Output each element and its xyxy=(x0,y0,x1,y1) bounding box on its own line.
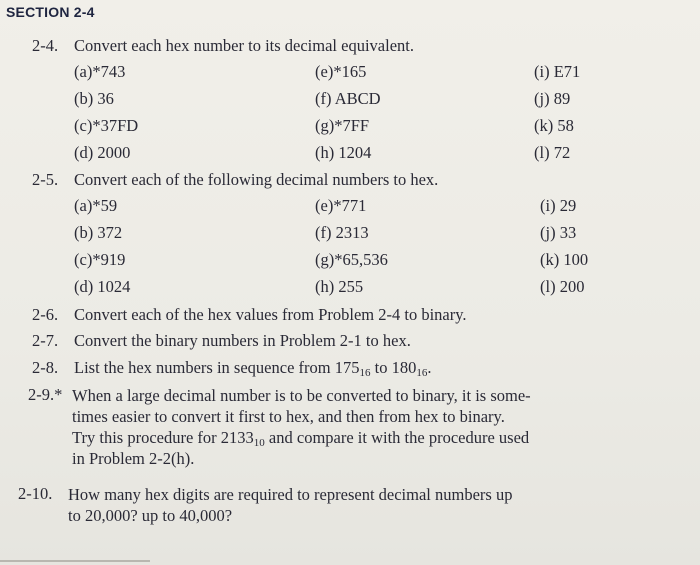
problem-2-5-item-g: (g)*65,536 xyxy=(315,250,388,269)
problem-2-5-item-h: (h) 255 xyxy=(315,277,364,296)
page-bottom-rule xyxy=(0,560,150,562)
problem-2-4-item-h: (h) 1204 xyxy=(315,143,372,162)
problem-2-5-item-f: (f) 2313 xyxy=(315,223,369,242)
problem-2-4-item-k: (k) 58 xyxy=(534,116,574,135)
problem-2-5-item-e: (e)*771 xyxy=(315,196,367,215)
problem-2-4-number: 2-4. xyxy=(32,36,59,55)
problem-2-4-item-d: (d) 2000 xyxy=(74,143,131,162)
problem-2-4-item-a: (a)*743 xyxy=(74,62,126,81)
problem-2-5-item-c: (c)*919 xyxy=(74,250,126,269)
problem-2-8-number: 2-8. xyxy=(32,358,59,377)
problem-2-4-item-l: (l) 72 xyxy=(534,143,571,162)
problem-2-7-number: 2-7. xyxy=(32,331,59,350)
problem-2-5-item-i: (i) 29 xyxy=(540,196,577,215)
problem-2-6-text: Convert each of the hex values from Problem 2-4 to binary. xyxy=(74,305,467,324)
problem-2-9-number: 2-9.* xyxy=(28,385,63,404)
problem-2-4-item-i: (i) E71 xyxy=(534,62,581,81)
problem-2-8-text: List the hex numbers in sequence from $175_{16}$ to $180_{16}$. xyxy=(74,358,432,379)
problem-2-5-item-b: (b) 372 xyxy=(74,223,123,242)
problem-2-5-item-k: (k) 100 xyxy=(540,250,589,269)
problem-2-4-item-j: (j) 89 xyxy=(534,89,571,108)
problem-2-10-number: 2-10. xyxy=(18,484,53,503)
problem-2-5-item-a: (a)*59 xyxy=(74,196,118,215)
problem-2-9-text: When a large decimal number is to be converted to binary, it is some- times easier to convert it first to hex, and then from hex to binary. Try this procedure for $2133_{10}$ and compare it with the procedure used in Problem 2-2(h). xyxy=(72,386,531,468)
problem-2-4-item-e: (e)*165 xyxy=(315,62,367,81)
problem-2-4-item-g: (g)*7FF xyxy=(315,116,370,135)
section-heading: SECTION 2-4 xyxy=(6,4,95,20)
problem-2-5-item-d: (d) 1024 xyxy=(74,277,131,296)
problem-2-5-item-j: (j) 33 xyxy=(540,223,577,242)
problem-2-4-item-b: (b) 36 xyxy=(74,89,114,108)
problem-2-7-text: Convert the binary numbers in Problem 2-1 to hex. xyxy=(74,331,411,350)
problem-2-4-item-f: (f) ABCD xyxy=(315,89,381,108)
problem-2-4-title: Convert each hex number to its decimal equivalent. xyxy=(74,36,414,55)
problem-2-5-title: Convert each of the following decimal numbers to hex. xyxy=(74,170,439,189)
problem-2-6-number: 2-6. xyxy=(32,305,59,324)
problem-2-5-item-l: (l) 200 xyxy=(540,277,585,296)
problem-2-10-text: How many hex digits are required to represent decimal numbers up to 20,000? up to 40,000? xyxy=(68,485,513,525)
problem-2-5-number: 2-5. xyxy=(32,170,59,189)
problem-2-4-item-c: (c)*37FD xyxy=(74,116,139,135)
